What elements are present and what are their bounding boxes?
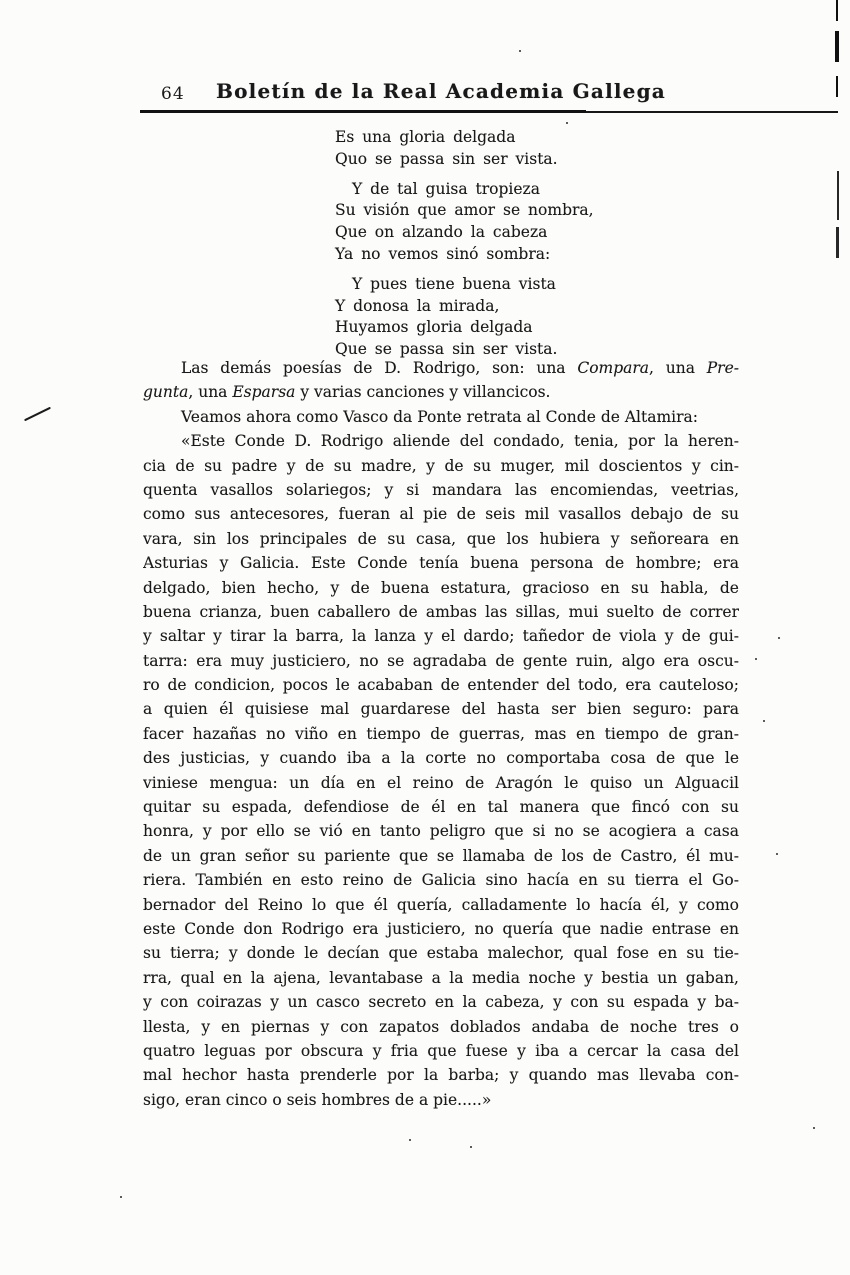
- text-line: quitar su espada, defendiose de él en tal manera que fincó con su: [143, 798, 739, 817]
- italic-title: Compara: [577, 359, 650, 377]
- header-title: Boletín de la Real Academia Gallega: [216, 79, 666, 103]
- poem-line: Su visión que amor se nombra,: [335, 201, 594, 220]
- poem-line: Quo se passa sin ser vista.: [335, 149, 558, 168]
- paragraph: [143, 429, 739, 1112]
- text-line: delgado, bien hecho, y de buena estatura, gracioso en su habla, de: [143, 578, 739, 597]
- scan-artifact-vertical-line: [836, 76, 838, 97]
- paragraph: [143, 405, 739, 429]
- text-line: mal hechor hasta prenderle por la barba; y quando mas llevaba con-: [143, 1066, 739, 1085]
- scan-noise-dot: [519, 50, 521, 52]
- poem-line: Huyamos gloria delgada: [335, 318, 533, 337]
- scan-artifact-vertical-line: [837, 171, 839, 220]
- text-line: quenta vasallos solariegos; y si mandara las encomiendas, veetrias,: [143, 480, 739, 499]
- scan-artifact-pen-stroke: [24, 407, 51, 422]
- scan-noise-dot: [813, 1127, 815, 1129]
- text-line: y saltar y tirar la barra, la lanza y el dardo; tañedor de viola y de gui-: [143, 627, 739, 646]
- text-line: «Este Conde D. Rodrigo aliende del condado, tenia, por la heren-: [181, 432, 739, 451]
- text-line: de un gran señor su pariente que se llamaba de los de Castro, él mu-: [143, 846, 739, 865]
- text-line: bernador del Reino lo que él quería, calladamente lo hacía él, y como: [143, 895, 739, 914]
- poem-line: Ya no vemos sinó sombra:: [335, 244, 551, 263]
- text-line: quatro leguas por obscura y fria que fuese y iba a cercar la casa del: [143, 1041, 739, 1060]
- text-line: rra, qual en la ajena, levantabase a la media noche y bestia un gaban,: [143, 968, 739, 987]
- text-line: como sus antecesores, fueran al pie de seis mil vasallos debajo de su: [143, 505, 739, 524]
- scan-noise-dot: [409, 1139, 411, 1141]
- text-line: vara, sin los principales de su casa, que los hubiera y señoreara en: [143, 529, 739, 548]
- scan-noise-dot: [566, 122, 568, 124]
- scan-noise-dot: [763, 720, 765, 722]
- text-line: honra, y por ello se vió en tanto peligro que si no se acogiera a casa: [143, 822, 739, 841]
- scan-noise-dot: [755, 658, 757, 660]
- text-line: sigo, eran cinco o seis hombres de a pie.....»: [143, 1090, 492, 1109]
- poem-stanza: [335, 127, 635, 171]
- poem-stanza: [335, 179, 635, 266]
- scan-noise-dot: [778, 637, 780, 639]
- scan-artifact-vertical-line: [835, 31, 839, 62]
- page-number: 64: [161, 84, 185, 104]
- poem-line: Y pues tiene buena vista: [352, 274, 556, 293]
- text-line: facer hazañas no viño en tiempo de guerras, mas en tiempo de gran-: [143, 724, 739, 743]
- text-line: viniese mengua: un día en el reino de Aragón le quiso un Alguacil: [143, 773, 739, 792]
- text-line: tarra: era muy justiciero, no se agradaba de gente ruin, algo era oscu-: [143, 651, 739, 670]
- italic-title: Pre-: [706, 359, 739, 377]
- text-line: y con coirazas y un casco secreto en la cabeza, y con su espada y ba-: [143, 993, 739, 1012]
- poem-line: Es una gloria delgada: [335, 128, 516, 146]
- text-line: este Conde don Rodrigo era justiciero, no quería que nadie entrase en: [143, 919, 739, 938]
- scan-noise-dot: [776, 853, 778, 855]
- text-line: llesta, y en piernas y con zapatos doblados andaba de noche tres o: [143, 1017, 739, 1036]
- scan-noise-dot: [470, 1146, 472, 1148]
- paragraph: [143, 356, 739, 405]
- header-rule-divider: [140, 111, 838, 113]
- text-line: su tierra; y donde le decían que estaba malechor, qual fose en su tie-: [143, 944, 739, 963]
- text-line: ro de condicion, pocos le acababan de entender del todo, era cauteloso;: [143, 676, 739, 695]
- text-line: Asturias y Galicia. Este Conde tenía buena persona de hombre; era: [143, 554, 739, 573]
- poem-block: [335, 127, 635, 369]
- text-line: cia de su padre y de su madre, y de su muger, mil doscientos y cin-: [143, 456, 739, 475]
- text-line: a quien él quisiese mal guardarese del hasta ser bien seguro: para: [143, 700, 739, 719]
- scan-artifact-vertical-line: [836, 0, 838, 21]
- poem-line: Y donosa la mirada,: [335, 296, 500, 315]
- scan-noise-dot: [120, 1196, 122, 1198]
- text-line: Las demás poesías de D. Rodrigo, son: una Compara, una Pre-: [181, 359, 739, 377]
- text-line: Veamos ahora como Vasco da Ponte retrata al Conde de Altamira:: [181, 407, 698, 426]
- text-line: des justicias, y cuando iba a la corte no comportaba cosa de que le: [143, 749, 739, 768]
- scan-artifact-vertical-line: [836, 227, 839, 258]
- italic-title: Esparsa: [232, 383, 296, 402]
- text-line: buena crianza, buen caballero de ambas las sillas, mui suelto de correr: [143, 602, 739, 621]
- text-line: gunta, una Esparsa y varias canciones y villancicos.: [143, 383, 551, 402]
- italic-title: gunta: [143, 383, 189, 402]
- text-line: riera. También en esto reino de Galicia sino hacía en su tierra el Go-: [143, 871, 739, 890]
- poem-line: Que se passa sin ser vista.: [335, 340, 558, 359]
- poem-stanza: [335, 274, 635, 361]
- poem-line: Y de tal guisa tropieza: [352, 179, 540, 198]
- poem-line: Que on alzando la cabeza: [335, 223, 548, 242]
- prose-block: [143, 356, 739, 1112]
